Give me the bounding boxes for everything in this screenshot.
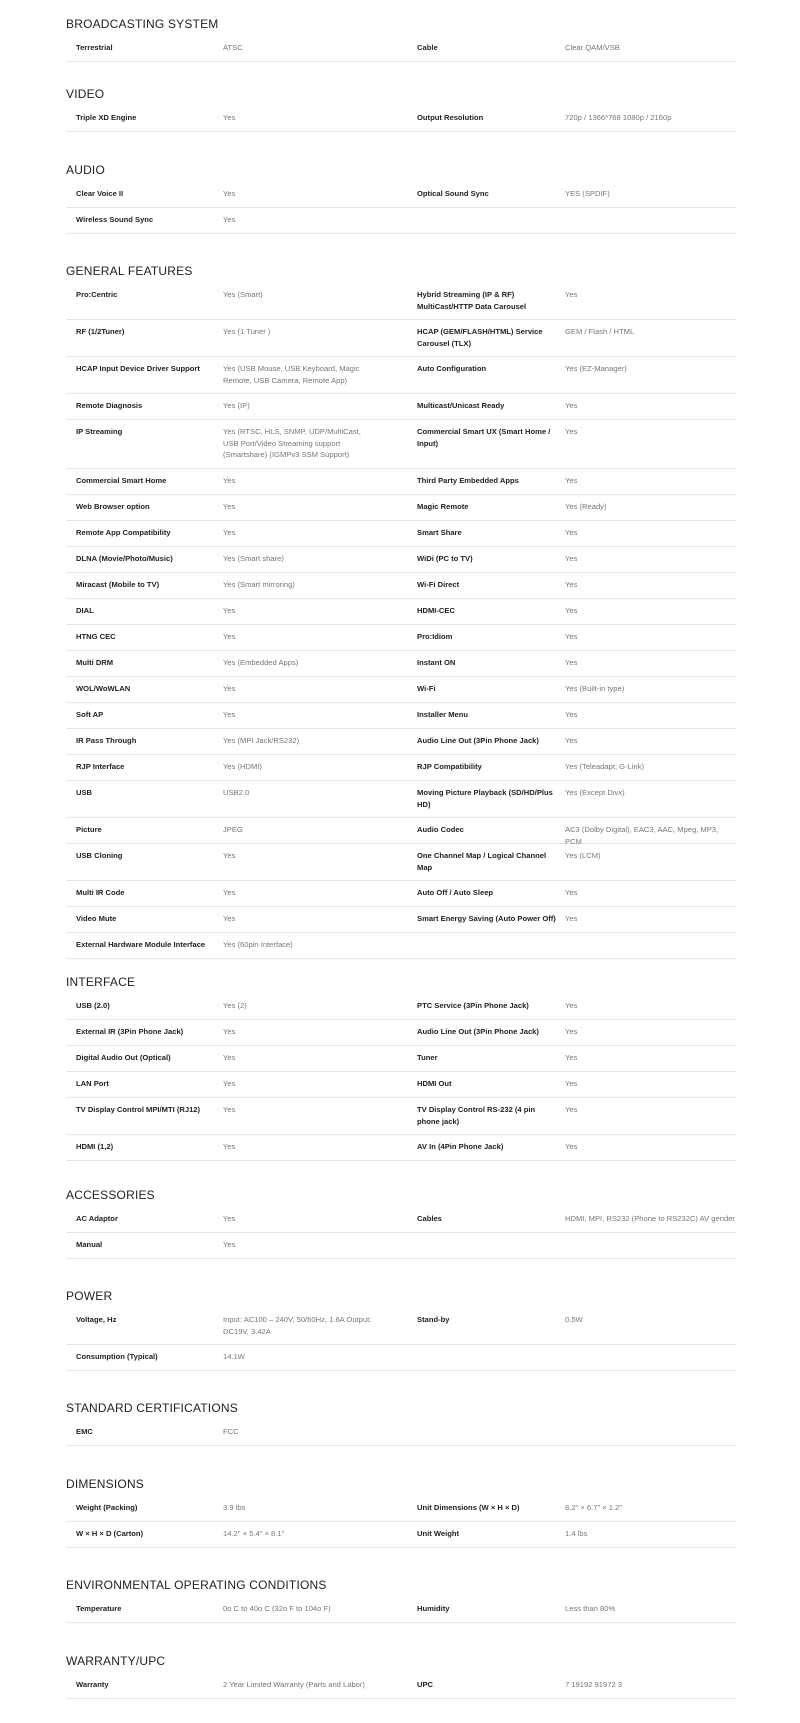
spec-row — [66, 781, 736, 818]
section-audio — [66, 158, 736, 234]
spec-row — [66, 521, 736, 547]
spec-value: Less than 80% — [565, 1604, 616, 1613]
spec-value: 0o C to 40o C (32o F to 104o F) — [223, 1604, 331, 1613]
spec-row — [66, 208, 736, 234]
spec-label: Tuner — [417, 1053, 438, 1062]
spec-label: Magic Remote — [417, 502, 469, 511]
section-title: VIDEO — [66, 87, 105, 101]
spec-label: Multi DRM — [76, 658, 114, 667]
spec-value: Yes (Ready) — [565, 502, 607, 511]
spec-value: Yes (Smart share) — [223, 554, 284, 563]
spec-label: USB — [76, 788, 93, 797]
spec-label: Smart Share — [417, 528, 462, 537]
spec-label: Instant ON — [417, 658, 456, 667]
spec-label: UPC — [417, 1680, 434, 1689]
spec-label: One Channel Map / Logical Channel Map — [417, 851, 547, 872]
spec-value: Yes — [565, 1001, 578, 1010]
spec-label: WiDi (PC to TV) — [417, 554, 473, 563]
spec-row — [66, 36, 736, 62]
spec-label: DLNA (Movie/Photo/Music) — [76, 554, 173, 563]
section-standard-certifications — [66, 1396, 736, 1446]
spec-label: TV Display Control RS-232 (4 pin phone jack) — [417, 1105, 536, 1126]
spec-label: HDMI-CEC — [417, 606, 455, 615]
spec-value: Yes (USB Mouse, USB Keyboard, Magic Remote, USB Camera, Remote App) — [223, 364, 360, 385]
spec-label: Third Party Embedded Apps — [417, 476, 519, 485]
spec-row — [66, 1420, 736, 1446]
spec-label: Output Resolution — [417, 113, 484, 122]
spec-label: Commercial Smart UX (Smart Home / Input) — [417, 427, 551, 448]
spec-row — [66, 1135, 736, 1161]
spec-label: HTNG CEC — [76, 632, 116, 641]
spec-value: Yes (LCM) — [565, 851, 601, 860]
spec-label: Unit Dimensions (W × H × D) — [417, 1503, 520, 1512]
spec-row — [66, 357, 736, 394]
spec-label: Audio Line Out (3Pin Phone Jack) — [417, 1027, 539, 1036]
spec-value: Yes — [565, 427, 578, 436]
spec-row — [66, 1597, 736, 1623]
spec-value: Yes — [223, 1027, 236, 1036]
spec-label: Wi-Fi — [417, 684, 436, 693]
spec-value: Yes — [223, 113, 236, 122]
spec-label: TV Display Control MPI/MTI (RJ12) — [76, 1105, 201, 1114]
spec-value: Yes — [565, 632, 578, 641]
spec-label: Terrestrial — [76, 43, 113, 52]
spec-label: HCAP Input Device Driver Support — [76, 364, 200, 373]
spec-label: RF (1/2Tuner) — [76, 327, 125, 336]
spec-value: Yes — [223, 888, 236, 897]
spec-value: Yes — [223, 1214, 236, 1223]
spec-value: 1.4 lbs — [565, 1529, 588, 1538]
spec-row — [66, 1673, 736, 1699]
spec-value: Yes — [565, 1105, 578, 1114]
spec-row — [66, 844, 736, 881]
spec-row — [66, 1308, 736, 1345]
spec-value: Yes — [223, 215, 236, 224]
spec-row — [66, 1207, 736, 1233]
spec-value: Yes — [565, 606, 578, 615]
spec-label: Humidity — [417, 1604, 450, 1613]
spec-value: Yes — [565, 1053, 578, 1062]
spec-label: Weight (Packing) — [76, 1503, 138, 1512]
spec-value: Yes — [223, 632, 236, 641]
spec-row — [66, 1496, 736, 1522]
spec-value: 3.9 lbs — [223, 1503, 246, 1512]
spec-value: Yes (EZ-Manager) — [565, 364, 627, 373]
spec-value: Yes (60pin Interface) — [223, 940, 293, 949]
spec-row — [66, 283, 736, 320]
section-title: ACCESSORIES — [66, 1188, 155, 1202]
spec-label: Moving Picture Playback (SD/HD/Plus HD) — [417, 788, 553, 809]
spec-label: AC Adaptor — [76, 1214, 118, 1223]
section-title: WARRANTY/UPC — [66, 1654, 166, 1668]
spec-row — [66, 394, 736, 420]
section-video — [66, 82, 736, 132]
spec-label: Smart Energy Saving (Auto Power Off) — [417, 914, 556, 923]
section-general-features — [66, 259, 736, 959]
spec-value: Yes — [223, 1240, 236, 1249]
spec-label: Auto Off / Auto Sleep — [417, 888, 494, 897]
spec-row — [66, 625, 736, 651]
section-title: ENVIRONMENTAL OPERATING CONDITIONS — [66, 1578, 327, 1592]
spec-label: Warranty — [76, 1680, 109, 1689]
spec-label: EMC — [76, 1427, 93, 1436]
spec-row — [66, 755, 736, 781]
spec-value: 7 19192 91972 3 — [565, 1680, 623, 1689]
section-title: STANDARD CERTIFICATIONS — [66, 1401, 238, 1415]
spec-label: Remote App Compatibility — [76, 528, 171, 537]
spec-row — [66, 729, 736, 755]
spec-row — [66, 1072, 736, 1098]
spec-value: AC3 (Dolby Digital), EAC3, AAC, Mpeg, MP3, PCM — [565, 825, 719, 846]
spec-value: Yes (RTSC, HLS, SNMP, UDP/MultiCast, USB Port/Video Streaming support (Smartshare) (IGMPv3 SSM Support) — [223, 427, 361, 459]
section-title: GENERAL FEATURES — [66, 264, 193, 278]
spec-row — [66, 677, 736, 703]
spec-value: Yes — [565, 1142, 578, 1151]
spec-row — [66, 599, 736, 625]
spec-label: W × H × D (Carton) — [76, 1529, 144, 1538]
spec-value: Yes (Except Divx) — [565, 788, 625, 797]
spec-value: Input: AC100 – 240V, 50/60Hz, 1.6A Output: DC19V, 3.42A — [223, 1315, 372, 1336]
spec-value: 14.2" × 5.4" × 8.1" — [223, 1529, 285, 1538]
spec-label: HDMI Out — [417, 1079, 452, 1088]
spec-label: WOL/WoWLAN — [76, 684, 131, 693]
spec-label: Cable — [417, 43, 438, 52]
spec-label: Wireless Sound Sync — [76, 215, 154, 224]
spec-row — [66, 1345, 736, 1371]
spec-value: Yes (2) — [223, 1001, 247, 1010]
spec-row — [66, 881, 736, 907]
spec-row — [66, 818, 736, 844]
spec-value: Yes (Embedded Apps) — [223, 658, 299, 667]
spec-value: Yes — [565, 401, 578, 410]
spec-value: 14.1W — [223, 1352, 245, 1361]
spec-label: Clear Voice II — [76, 189, 124, 198]
spec-value: Yes — [223, 851, 236, 860]
spec-label: External Hardware Module Interface — [76, 940, 206, 949]
spec-value: 2 Year Limited Warranty (Parts and Labor) — [223, 1680, 365, 1689]
spec-value: Yes — [223, 189, 236, 198]
spec-value: Yes — [565, 914, 578, 923]
spec-label: Commercial Smart Home — [76, 476, 167, 485]
spec-value: Yes — [223, 914, 236, 923]
section-title: BROADCASTING SYSTEM — [66, 17, 219, 31]
spec-label: IR Pass Through — [76, 736, 137, 745]
spec-value: USB2.0 — [223, 788, 250, 797]
spec-label: Manual — [76, 1240, 103, 1249]
spec-label: Triple XD Engine — [76, 113, 137, 122]
spec-value: Yes — [223, 502, 236, 511]
spec-value: YES (SPDIF) — [565, 189, 610, 198]
section-dimensions — [66, 1472, 736, 1548]
section-title: INTERFACE — [66, 975, 136, 989]
spec-row — [66, 994, 736, 1020]
spec-row — [66, 1522, 736, 1548]
spec-label: IP Streaming — [76, 427, 123, 436]
spec-label: PTC Service (3Pin Phone Jack) — [417, 1001, 529, 1010]
spec-value: Yes — [565, 710, 578, 719]
spec-label: Pro:Centric — [76, 290, 118, 299]
spec-label: Digital Audio Out (Optical) — [76, 1053, 171, 1062]
spec-label: External IR (3Pin Phone Jack) — [76, 1027, 184, 1036]
spec-label: Pro:Idiom — [417, 632, 453, 641]
spec-label: Web Browser option — [76, 502, 150, 511]
spec-value: Yes — [223, 606, 236, 615]
spec-value: Yes — [223, 1053, 236, 1062]
spec-row — [66, 1046, 736, 1072]
spec-row — [66, 547, 736, 573]
spec-row — [66, 420, 736, 469]
spec-label: HDMI (1,2) — [76, 1142, 114, 1151]
spec-value: Yes — [565, 888, 578, 897]
spec-row — [66, 703, 736, 729]
spec-row — [66, 1020, 736, 1046]
section-title: POWER — [66, 1289, 113, 1303]
spec-value: Yes — [223, 528, 236, 537]
spec-value: Yes — [223, 684, 236, 693]
section-title: AUDIO — [66, 163, 106, 177]
spec-label: USB (2.0) — [76, 1001, 110, 1010]
spec-label: Audio Codec — [417, 825, 464, 834]
section-power — [66, 1284, 736, 1371]
spec-value: Yes — [565, 476, 578, 485]
spec-value: FCC — [223, 1427, 239, 1436]
spec-label: Hybrid Streaming (IP & RF) MultiCast/HTTP Data Carousel — [417, 290, 527, 311]
spec-label: Cables — [417, 1214, 442, 1223]
spec-value: Yes (Smart) — [223, 290, 263, 299]
spec-value: Yes — [565, 554, 578, 563]
section-interface — [66, 970, 736, 1161]
spec-value: Yes — [223, 476, 236, 485]
spec-value: Yes (Smart mirroring) — [223, 580, 295, 589]
spec-row — [66, 106, 736, 132]
spec-label: AV In (4Pin Phone Jack) — [417, 1142, 504, 1151]
spec-value: HDMI, MPI, RS232 (Phone to RS232C) AV gender — [565, 1214, 735, 1223]
spec-value: Yes — [223, 1079, 236, 1088]
spec-label: Picture — [76, 825, 102, 834]
spec-label: Consumption (Typical) — [76, 1352, 158, 1361]
spec-label: Temperature — [76, 1604, 122, 1613]
section-environmental-operating-conditions — [66, 1573, 736, 1623]
spec-label: Remote Diagnosis — [76, 401, 143, 410]
section-warranty-upc — [66, 1649, 736, 1699]
spec-row — [66, 320, 736, 357]
spec-value: Yes — [565, 1027, 578, 1036]
spec-label: RJP Interface — [76, 762, 125, 771]
spec-row — [66, 933, 736, 959]
spec-label: Unit Weight — [417, 1529, 460, 1538]
spec-value: ATSC — [223, 43, 243, 52]
spec-value: Yes — [565, 528, 578, 537]
spec-value: Yes (HDMI) — [223, 762, 262, 771]
spec-row — [66, 182, 736, 208]
spec-value: Yes (Built-in type) — [565, 684, 625, 693]
spec-value: Yes (1 Tuner ) — [223, 327, 271, 336]
spec-value: Clear QAM/VSB — [565, 43, 620, 52]
section-broadcasting-system — [66, 12, 736, 62]
spec-label: LAN Port — [76, 1079, 109, 1088]
spec-value: GEM / Flash / HTML — [565, 327, 635, 336]
spec-value: Yes — [565, 736, 578, 745]
section-title: DIMENSIONS — [66, 1477, 145, 1491]
spec-value: 720p / 1366*768 1080p / 2160p — [565, 113, 672, 122]
spec-value: JPEG — [223, 825, 243, 834]
spec-value: Yes — [565, 658, 578, 667]
spec-row — [66, 469, 736, 495]
spec-label: Auto Configuration — [417, 364, 487, 373]
spec-label: Installer Menu — [417, 710, 469, 719]
spec-label: Video Mute — [76, 914, 117, 923]
spec-value: Yes — [223, 1142, 236, 1151]
spec-value: Yes — [565, 290, 578, 299]
spec-label: Wi-Fi Direct — [417, 580, 460, 589]
spec-value: Yes — [223, 710, 236, 719]
spec-label: Stand-by — [417, 1315, 450, 1324]
spec-label: DIAL — [76, 606, 94, 615]
spec-value: Yes — [565, 580, 578, 589]
spec-row — [66, 651, 736, 677]
spec-value: Yes (Teleadapt, G-Link) — [565, 762, 645, 771]
spec-label: Miracast (Mobile to TV) — [76, 580, 160, 589]
spec-row — [66, 907, 736, 933]
spec-value: Yes (MPI Jack/RS232) — [223, 736, 300, 745]
spec-value: Yes (IP) — [223, 401, 250, 410]
spec-label: Audio Line Out (3Pin Phone Jack) — [417, 736, 539, 745]
spec-label: RJP Compatibility — [417, 762, 482, 771]
spec-label: HCAP (GEM/FLASH/HTML) Service Carousel (TLX) — [417, 327, 543, 348]
spec-label: Optical Sound Sync — [417, 189, 489, 198]
spec-value: Yes — [565, 1079, 578, 1088]
spec-value: 8.2" × 6.7" × 1.2" — [565, 1503, 623, 1512]
spec-value: 0.5W — [565, 1315, 583, 1324]
spec-label: Multicast/Unicast Ready — [417, 401, 505, 410]
spec-label: Multi IR Code — [76, 888, 125, 897]
spec-row — [66, 1098, 736, 1135]
spec-label: Voltage, Hz — [76, 1315, 117, 1324]
spec-label: Soft AP — [76, 710, 104, 719]
spec-value: Yes — [223, 1105, 236, 1114]
spec-row — [66, 495, 736, 521]
section-accessories — [66, 1183, 736, 1259]
spec-row — [66, 1233, 736, 1259]
spec-label: USB Cloning — [76, 851, 123, 860]
spec-row — [66, 573, 736, 599]
